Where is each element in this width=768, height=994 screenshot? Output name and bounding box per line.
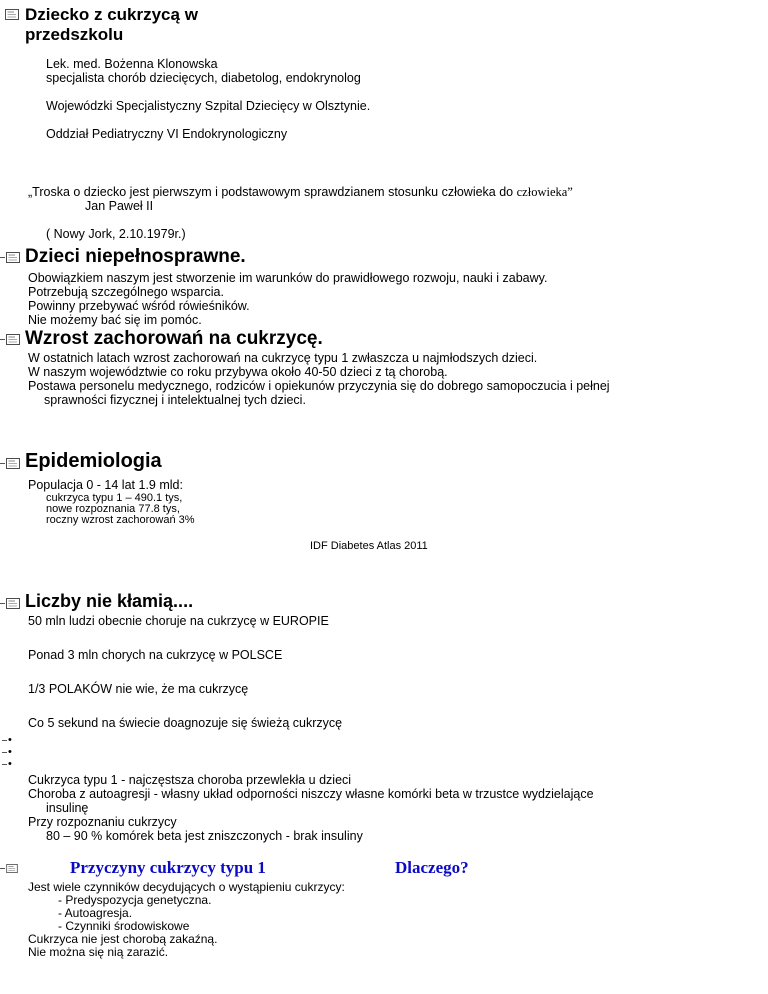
slide-miniature-icon xyxy=(6,598,20,609)
slide-miniature-icon xyxy=(5,9,19,20)
slide-miniature-icon xyxy=(6,334,20,345)
collapse-dash-icon xyxy=(0,339,5,340)
slide-2-line: Powinny przebywać wśród rówieśników. xyxy=(28,299,250,313)
slide-6-line: Jest wiele czynników decydujących o wystąpieniu cukrzycy: xyxy=(28,880,345,894)
slide-miniature-icon xyxy=(6,252,20,263)
slide-5-icon[interactable] xyxy=(0,598,20,609)
empty-bullet-line xyxy=(2,735,12,746)
slide-1-title-line-1: Dziecko z cukrzycą w xyxy=(25,5,198,24)
slide-3-line: W naszym województwie co roku przybywa około 40-50 dzieci z tą chorobą. xyxy=(28,365,448,379)
fact-line: Choroba z autoagresji - własny układ odporności niszczy własne komórki beta w trzustce wydzielające xyxy=(28,787,594,801)
population-line: Populacja 0 - 14 lat 1.9 mld: xyxy=(28,478,183,492)
slide-1-title-line-2: przedszkolu xyxy=(25,25,124,44)
slide-6-dash-item: - Czynniki środowiskowe xyxy=(58,919,190,933)
quote-author-line: Jan Paweł II xyxy=(85,199,154,213)
author-line: Lek. med. Bożenna Klonowska xyxy=(46,57,218,71)
slide-2-line: Obowiązkiem naszym jest stworzenie im warunków do prawidłowego rozwoju, nauki i zabawy. xyxy=(28,271,548,285)
slide-3-line: W ostatnich latach wzrost zachorowań na cukrzycę typu 1 zwłaszcza u najmłodszych dzieci. xyxy=(28,351,538,365)
slide-2-title: Dzieci niepełnosprawne. xyxy=(25,246,246,267)
slide-5-line: 1/3 POLAKÓW nie wie, że ma cukrzycę xyxy=(28,682,249,696)
collapse-dash-icon xyxy=(2,764,7,765)
slide-4-title: Epidemiologia xyxy=(25,450,162,472)
author-role-line: specjalista chorób dziecięcych, diabetolog, endokrynolog xyxy=(46,71,361,85)
stat-line: cukrzyca typu 1 – 490.1 tys, xyxy=(46,492,183,504)
fact-line-wrap: insulinę xyxy=(46,801,89,815)
slide-5-title: Liczby nie kłamią.... xyxy=(25,591,194,611)
collapse-dash-icon xyxy=(0,868,5,869)
quote-place-line: ( Nowy Jork, 2.10.1979r.) xyxy=(46,227,186,241)
empty-bullet-line xyxy=(2,747,12,758)
ward-line: Oddział Pediatryczny VI Endokrynologiczny xyxy=(46,127,288,141)
slide-3-title: Wzrost zachorowań na cukrzycę. xyxy=(25,328,323,349)
fact-line: Cukrzyca typu 1 - najczęstsza choroba przewlekła u dzieci xyxy=(28,773,352,787)
slide-2-line: Nie możemy bać się im pomóc. xyxy=(28,313,202,327)
stat-line: nowe rozpoznania 77.8 tys, xyxy=(46,503,180,515)
collapse-dash-icon xyxy=(2,740,7,741)
slide-6-line: Cukrzyca nie jest chorobą zakaźną. xyxy=(28,932,218,946)
slide-4-icon[interactable] xyxy=(0,458,20,469)
quote-main-text: „Troska o dziecko jest pierwszym i podstawowym sprawdzianem stosunku człowieka do xyxy=(28,185,517,199)
slide-3-line-wrap: sprawności fizycznej i intelektualnej tych dzieci. xyxy=(44,393,306,407)
hospital-line: Wojewódzki Specjalistyczny Szpital Dziecięcy w Olsztynie. xyxy=(46,99,371,113)
slide-3-icon[interactable] xyxy=(0,334,20,345)
collapse-dash-icon xyxy=(0,463,5,464)
bullet-icon: • xyxy=(8,746,12,758)
fact-line-indent: 80 – 90 % komórek beta jest zniszczonych - brak insuliny xyxy=(46,829,363,843)
slide-5-line: Co 5 sekund na świecie doagnozuje się świeżą cukrzycę xyxy=(28,716,343,730)
slide-1-icon[interactable] xyxy=(5,9,19,20)
slide-miniature-icon xyxy=(6,458,20,469)
slide-5-line: Ponad 3 mln chorych na cukrzycę w POLSCE xyxy=(28,648,283,662)
stat-line: roczny wzrost zachorowań 3% xyxy=(46,514,195,526)
bullet-icon: • xyxy=(8,734,12,746)
slide-2-icon[interactable] xyxy=(0,252,20,263)
quote-line xyxy=(28,185,573,199)
slide-miniature-icon xyxy=(6,864,18,873)
slide-6-line: Nie można się nią zarazić. xyxy=(28,945,169,959)
collapse-dash-icon xyxy=(0,257,5,258)
slide-6-icon[interactable] xyxy=(0,864,18,873)
collapse-dash-icon xyxy=(0,603,5,604)
slide-6-dash-item: - Predyspozycja genetyczna. xyxy=(58,893,212,907)
slide-6-dash-item: - Autoagresja. xyxy=(58,906,133,920)
slide-2-line: Potrzebują szczególnego wsparcia. xyxy=(28,285,224,299)
quote-serif-text: człowieka” xyxy=(516,185,573,199)
collapse-dash-icon xyxy=(2,752,7,753)
empty-bullet-line xyxy=(2,759,12,770)
slide-3-line: Postawa personelu medycznego, rodziców i opiekunów przyczynia się do dobrego samopoczucia i pełnej xyxy=(28,379,610,393)
slide-6-title-question: Dlaczego? xyxy=(395,858,469,877)
slide-5-line: 50 mln ludzi obecnie choruje na cukrzycę w EUROPIE xyxy=(28,614,329,628)
fact-line: Przy rozpoznaniu cukrzycy xyxy=(28,815,177,829)
source-line: IDF Diabetes Atlas 2011 xyxy=(310,540,428,552)
bullet-icon: • xyxy=(8,758,12,770)
slide-6-title-main: Przyczyny cukrzycy typu 1 xyxy=(70,858,266,877)
